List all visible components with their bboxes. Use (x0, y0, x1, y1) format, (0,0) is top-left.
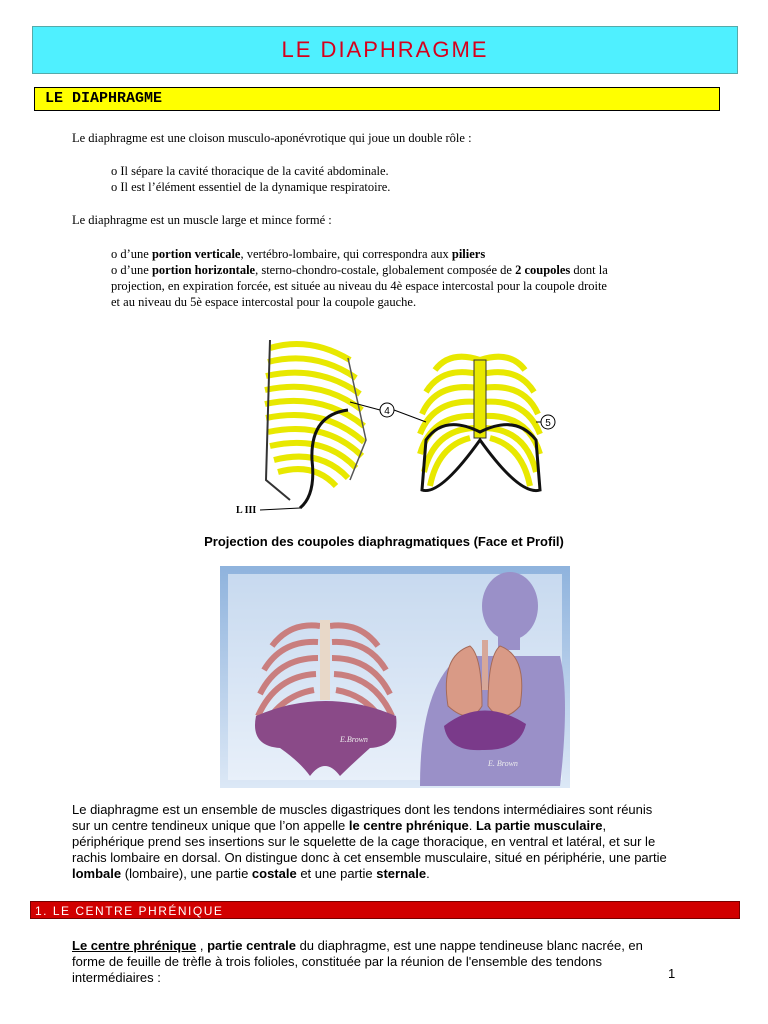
portion-horizontale-line3: et au niveau du 5è espace intercostal pour la coupole gauche. (111, 295, 417, 309)
centre-phrenique-line2: forme de feuille de trèfle à trois folioles, constituée par la réunion de l'ensemble des tendons (72, 954, 603, 969)
intro-line: Le diaphragme est une cloison musculo-aponévrotique qui joue un double rôle : (72, 131, 472, 145)
vertebra-label: L III (236, 505, 257, 516)
section-1-heading: 1. LE CENTRE PHRÉNIQUE (30, 901, 740, 919)
rib-cage-profile (265, 340, 366, 508)
para-line2: sur un centre tendineux unique que l’on appelle le centre phrénique. La partie musculaire, (72, 818, 607, 833)
portion-horizontale-line2: projection, en expiration forcée, est située au niveau du 4è espace intercostal pour la coupole droite (111, 279, 607, 293)
page-number: 1 (668, 966, 676, 981)
svg-text:4: 4 (384, 406, 390, 417)
figure-caption: Projection des coupoles diaphragmatiques (Face et Profil) (204, 534, 564, 549)
para-line3: périphérique prend ses insertions sur le squelette de la cage thoracique, en ventral et latéral, et sur le (72, 834, 656, 849)
bullet-separation: o Il sépare la cavité thoracique de la cavité abdominale. (111, 164, 389, 178)
rib-cage-projection-figure (230, 330, 570, 520)
para-line5: lombale (lombaire), une partie costale et une partie sternale. (72, 866, 430, 881)
bullet-dynamics: o Il est l’élément essentiel de la dynamique respiratoire. (111, 180, 391, 194)
marker-5 (541, 415, 555, 429)
page-title: LE DIAPHRAGME (281, 37, 489, 62)
portion-verticale: o d’une portion verticale, vertébro-lombaire, qui correspondra aux piliers (111, 247, 486, 261)
portion-horizontale: o d’une portion horizontale, sterno-chondro-costale, globalement composée de 2 coupoles dont la (111, 263, 608, 277)
section-heading: LE DIAPHRAGME (34, 87, 720, 111)
svg-text:5: 5 (545, 418, 551, 429)
marker-4 (380, 403, 394, 417)
centre-phrenique-line3: intermédiaires : (72, 970, 161, 985)
diaphragm-illustration (220, 566, 570, 788)
para-line4: rachis lombaire en dorsal. On distingue donc à cet ensemble musculaire, situé en périphérie, une partie (72, 850, 667, 865)
rib-cage-front (420, 357, 540, 491)
page-title-banner (32, 26, 738, 74)
centre-phrenique-line1: Le centre phrénique , partie centrale du diaphragme, est une nappe tendineuse blanc nacrée, en (72, 938, 643, 953)
para-line1: Le diaphragme est un ensemble de muscles digastriques dont les tendons intermédiaires sont réunis (72, 802, 653, 817)
artist-signature-right: E. Brown (488, 759, 518, 768)
artist-signature-left: E.Brown (340, 735, 368, 744)
muscle-description: Le diaphragme est un muscle large et mince formé : (72, 213, 332, 227)
